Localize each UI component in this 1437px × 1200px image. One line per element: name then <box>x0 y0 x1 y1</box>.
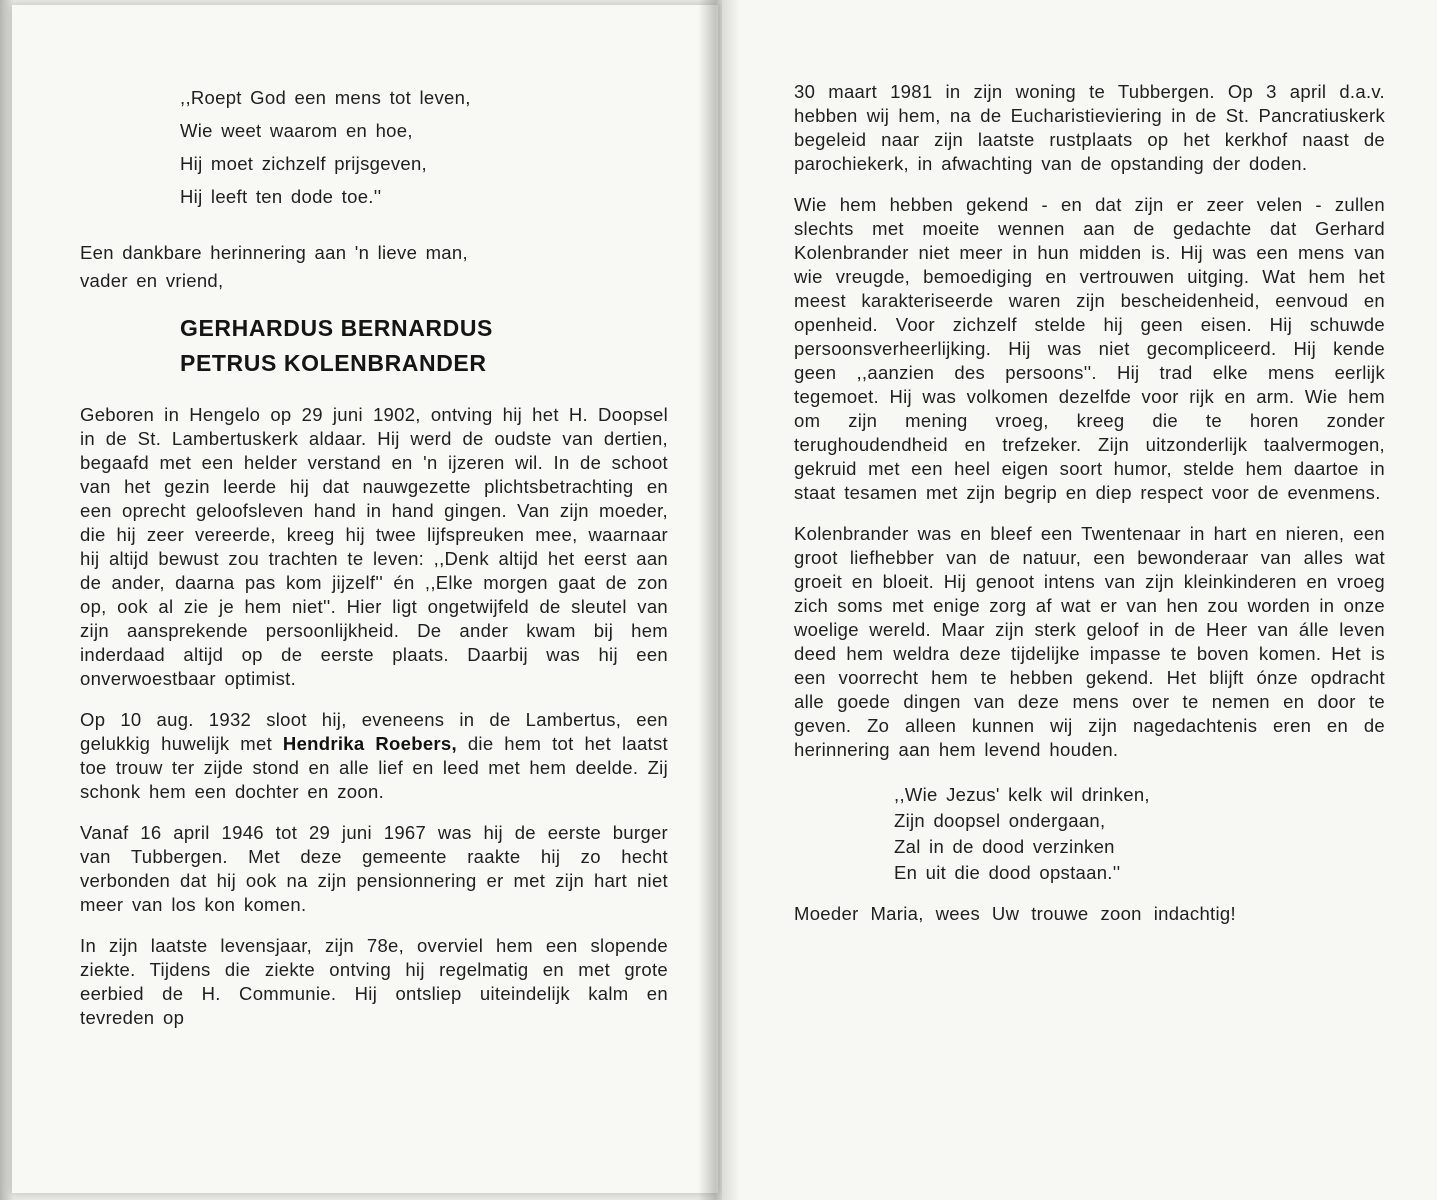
deceased-name <box>180 311 668 381</box>
dedication <box>80 239 668 295</box>
memorial-card-left-page <box>12 5 718 1193</box>
spouse-name: Hendrika Roebers, <box>282 733 457 754</box>
death-paragraph: 30 maart 1981 in zijn woning te Tubbergen. Op 3 april d.a.v. hebben wij hem, na de Eucharistieviering in de St. Pancratiuskerk begeleid naar zijn laatste rustplaats op het kerkhof naast de parochiekerk, in afwachting van de opstanding der doden. <box>794 81 1385 174</box>
closing-verse <box>894 782 1385 886</box>
deceased-name-line-1: GERHARDUS BERNARDUS <box>180 315 493 341</box>
dedication-line-1: Een dankbare herinnering aan 'n lieve man, <box>80 242 468 263</box>
dedication-line-2: vader en vriend, <box>80 270 224 291</box>
closing-verse-line-3: Zal in de dood verzinken <box>894 836 1115 857</box>
marriage-paragraph <box>80 708 668 804</box>
closing-verse-line-4: En uit die dood opstaan.'' <box>894 862 1121 883</box>
opening-verse-line-2: Wie weet waarom en hoe, <box>180 120 413 141</box>
opening-verse-line-1: ,,Roept God een mens tot leven, <box>180 87 471 108</box>
opening-verse-line-4: Hij leeft ten dode toe.'' <box>180 186 382 207</box>
illness-paragraph: In zijn laatste levensjaar, zijn 78e, overviel hem een slopende ziekte. Tijdens die ziekte ontving hij regelmatig en met grote eerbied de H. Communie. Hij ontsliep uiteindelijk kalm en tevreden op <box>80 935 668 1028</box>
deceased-name-line-2: PETRUS KOLENBRANDER <box>180 350 487 376</box>
closing-verse-line-2: Zijn doopsel ondergaan, <box>894 810 1106 831</box>
birth-paragraph: Geboren in Hengelo op 29 juni 1902, ontving hij het H. Doopsel in de St. Lambertuskerk aldaar. Hij werd de oudste van dertien, begaafd met een helder verstand en 'n ijzeren wil. In de schoot van het gezin leerde hij dat nauwgezette plichtsbetrachting en een oprecht geloofsleven hand in hand gingen. Van zijn moeder, die hij zeer vereerde, kreeg hij twee lijfspreuken mee, waarnaar hij altijd bewust zou trachten te leven: ,,Denk altijd het eerst aan de ander, daarna pas kom jijzelf'' én ,,Elke morgen gaat de zon op, ook al zie je hem niet''. Hier ligt ongetwijfeld de sleutel van zijn aansprekende persoonlijkheid. De ander kwam bij hem inderdaad altijd op de eerste plaats. Daarbij was hij een onverwoestbaar optimist. <box>80 404 668 689</box>
marriage-text-after: die hem tot het laatst toe trouw ter zijde stond en alle lief en leed met hem deelde. Zij schonk hem een dochter en zoon. <box>80 733 668 802</box>
character-paragraph: Wie hem hebben gekend - en dat zijn er zeer velen - zullen slechts met moeite wennen aan de gedachte dat Gerhard Kolenbrander niet meer in hun midden is. Hij was een mens van wie vreugde, bemoediging en vertrouwen uitging. Wat hem het meest karakteriseerde waren zijn bescheidenheid, eenvoud en openheid. Voor zichzelf stelde hij geen eisen. Hij schuwde persoonsverheerlijking. Hij was niet gecompliceerd. Hij kende geen ,,aanzien des persoons''. Hij trad elke mens eerlijk tegemoet. Hij was volkomen dezelfde voor rijk en arm. Wie hem om zijn mening vroeg, kreeg die te horen zonder terughoudendheid en trefzeker. Zijn uitzonderlijk taalvermogen, gekruid met een heel eigen soort humor, stelde hem daartoe in staat tesamen met zijn begrip en diep respect voor de evenmens. <box>794 194 1385 503</box>
closing-dedication: Moeder Maria, wees Uw trouwe zoon indachtig! <box>794 903 1236 924</box>
closing-verse-line-1: ,,Wie Jezus' kelk wil drinken, <box>894 784 1150 805</box>
marriage-text-before: Op 10 aug. 1932 sloot hij, eveneens in de Lambertus, een gelukkig huwelijk met <box>80 709 668 754</box>
opening-verse <box>180 81 668 213</box>
opening-verse-line-3: Hij moet zichzelf prijsgeven, <box>180 153 427 174</box>
memorial-card-right-page <box>722 0 1437 1200</box>
mayor-paragraph: Vanaf 16 april 1946 tot 29 juni 1967 was hij de eerste burger van Tubbergen. Met deze gemeente raakte hij zo hecht verbonden dat hij ook na zijn pensionnering er met zijn hart niet meer van los kon komen. <box>80 822 668 915</box>
legacy-paragraph: Kolenbrander was en bleef een Twentenaar in hart en nieren, een groot liefhebber van de natuur, een bewonderaar van alles wat groeit en bloeit. Hij genoot intens van zijn kleinkinderen en vroeg zich soms met enige zorg af wat er van hen zou worden in onze woelige wereld. Maar zijn sterk geloof in de Heer van álle leven deed hem weldra deze tijdelijke impasse te boven komen. Het is een voorrecht hem te hebben gekend. Het blijft ónze opdracht alle goede dingen van deze mens over te nemen en door te geven. Zo alleen kunnen wij zijn nagedachtenis eren en de herinnering aan hem levend houden. <box>794 523 1385 760</box>
